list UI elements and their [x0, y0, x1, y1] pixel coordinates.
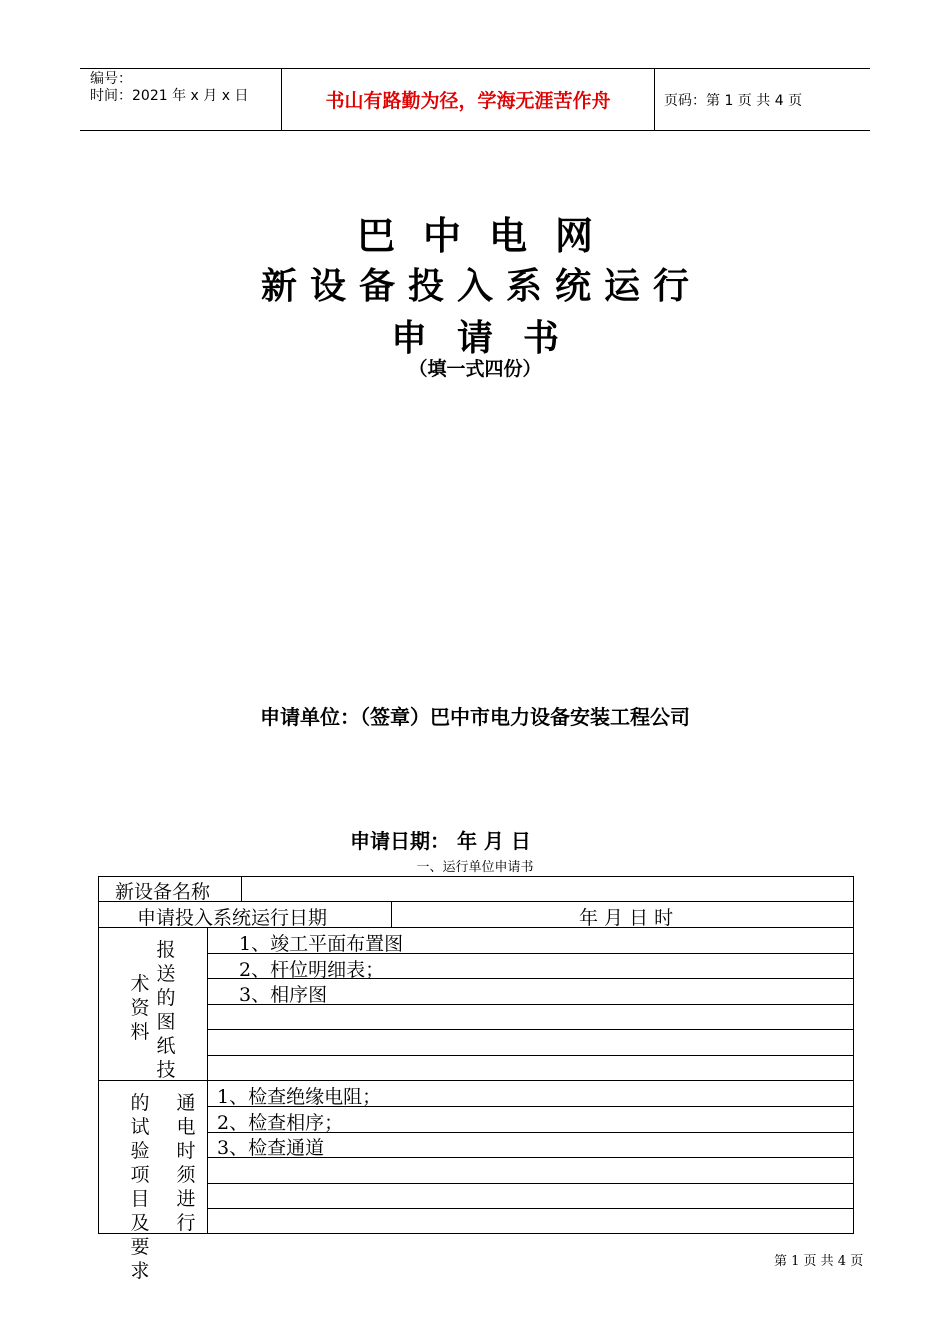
header-motto: 书山有路勤为径，学海无涯苦作舟	[282, 69, 655, 130]
title-line-3: 申请书	[390, 318, 589, 359]
tests-col-1: 的试验项目及要求	[130, 1092, 150, 1282]
title-note: （填一式四份）	[408, 358, 542, 380]
divider	[207, 1055, 853, 1056]
divider	[207, 1029, 853, 1030]
device-name-label: 新设备名称	[115, 881, 211, 903]
run-date-label: 申请投入系统运行日期	[137, 907, 328, 929]
page-footer: 第 1 页 共 4 页	[774, 1254, 864, 1269]
tests-item-3: 3、检查通道	[217, 1137, 325, 1159]
title-line-2: 新设备投入系统运行	[260, 266, 702, 307]
time-label: 时间：2021 年 x 月 x 日	[90, 88, 249, 104]
tests-item-1: 1、检查绝缘电阻；	[217, 1086, 382, 1108]
applicant-unit: 申请单位：（签章）巴中市电力设备安装工程公司	[260, 705, 690, 729]
divider	[241, 877, 242, 902]
apply-date: 申请日期： 年 月 日	[350, 829, 531, 853]
device-name-row	[99, 877, 853, 902]
page-header	[80, 68, 870, 131]
docs-item-2: 2、杆位明细表；	[239, 959, 385, 981]
divider	[207, 1183, 853, 1184]
header-page-info: 页码：第 1 页 共 4 页	[664, 92, 803, 109]
docs-item-1: 1、竣工平面布置图	[239, 933, 404, 955]
header-meta	[80, 69, 282, 130]
docs-col-1: 术资料	[130, 973, 150, 1043]
divider	[207, 1208, 853, 1209]
docs-item-3: 3、相序图	[239, 984, 328, 1006]
tests-item-2: 2、检查相序；	[217, 1112, 344, 1134]
tests-col-2: 通电时须进行	[176, 1092, 196, 1234]
run-date-value: 年 月 日 时	[579, 907, 674, 929]
docs-block	[99, 928, 853, 1081]
divider	[391, 902, 392, 928]
docs-col-2: 报送的图纸技	[156, 939, 176, 1081]
form-caption: 一、运行单位申请书	[416, 860, 534, 875]
run-date-row	[99, 902, 853, 928]
number-label: 编号：	[90, 71, 132, 87]
title-line-1: 巴中电网	[356, 214, 621, 258]
